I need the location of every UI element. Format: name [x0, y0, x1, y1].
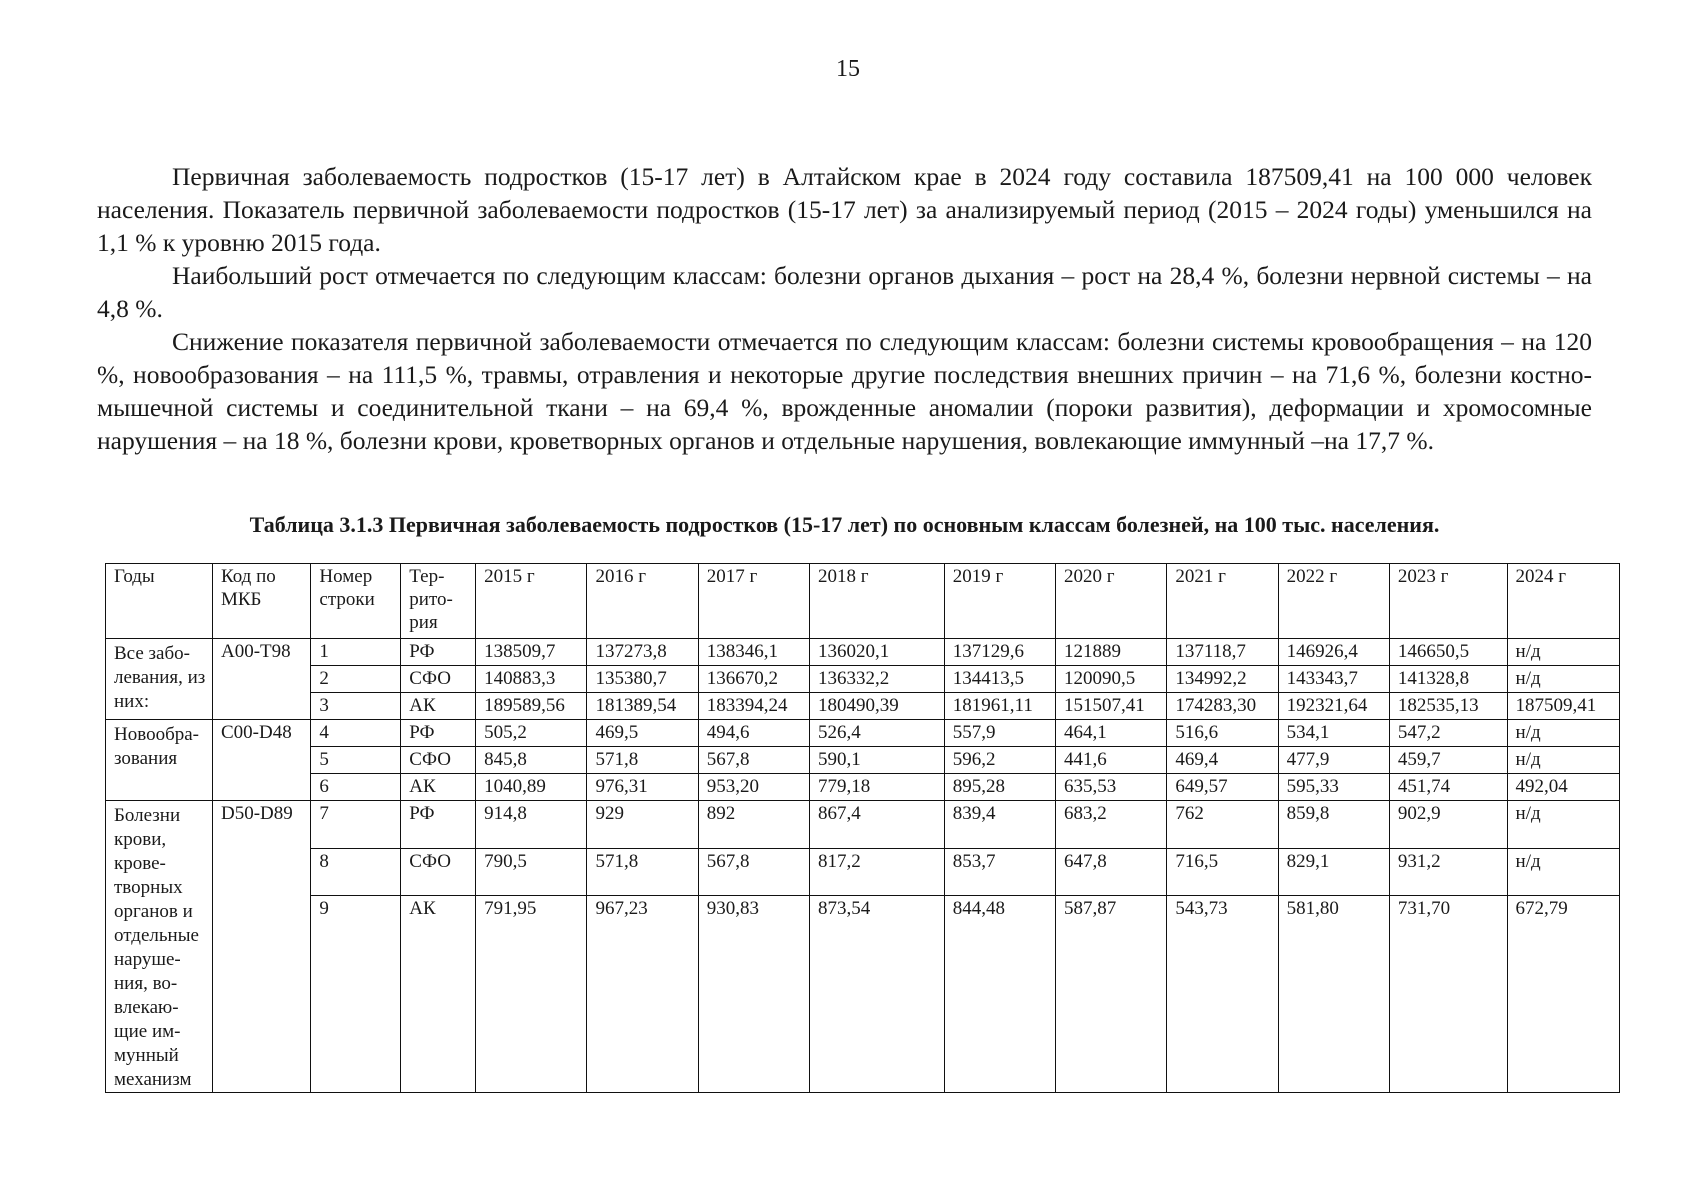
icd-code-cell: С00-D48: [212, 720, 310, 801]
column-header: 2015 г: [476, 564, 587, 639]
value-cell: 683,2: [1056, 801, 1167, 849]
value-cell: 817,2: [809, 848, 944, 896]
column-header: 2019 г: [944, 564, 1055, 639]
table-row: [106, 693, 1620, 720]
column-header: 2022 г: [1278, 564, 1389, 639]
table-row: [106, 774, 1620, 801]
value-cell: 492,04: [1507, 774, 1619, 801]
value-cell: 146650,5: [1389, 639, 1507, 666]
value-cell: 459,7: [1389, 747, 1507, 774]
value-cell: 534,1: [1278, 720, 1389, 747]
table-body: [106, 639, 1620, 1093]
territory-cell: СФО: [401, 747, 476, 774]
value-cell: 140883,3: [476, 666, 587, 693]
column-header: Тер- рито- рия: [401, 564, 476, 639]
value-cell: 146926,4: [1278, 639, 1389, 666]
value-cell: 121889: [1056, 639, 1167, 666]
column-header: 2023 г: [1389, 564, 1507, 639]
disease-class-cell: Новообра- зования: [106, 720, 213, 801]
value-cell: 181389,54: [587, 693, 698, 720]
value-cell: н/д: [1507, 639, 1619, 666]
value-cell: 829,1: [1278, 848, 1389, 896]
value-cell: 581,80: [1278, 896, 1389, 1093]
value-cell: 180490,39: [809, 693, 944, 720]
value-cell: 595,33: [1278, 774, 1389, 801]
value-cell: 134413,5: [944, 666, 1055, 693]
value-cell: 136670,2: [698, 666, 809, 693]
value-cell: 494,6: [698, 720, 809, 747]
row-number-cell: 8: [311, 848, 401, 896]
row-number-cell: 5: [311, 747, 401, 774]
row-number-cell: 9: [311, 896, 401, 1093]
disease-class-cell: Болезни крови, крове- творных органов и отдельные наруше- ния, во- влекаю- щие им- мунный механизм: [106, 801, 213, 1093]
morbidity-table: [105, 563, 1620, 1093]
value-cell: 892: [698, 801, 809, 849]
row-number-cell: 1: [311, 639, 401, 666]
table-row: [106, 896, 1620, 1093]
territory-cell: СФО: [401, 666, 476, 693]
value-cell: 587,87: [1056, 896, 1167, 1093]
value-cell: 557,9: [944, 720, 1055, 747]
icd-code-cell: D50-D89: [212, 801, 310, 1093]
value-cell: 192321,64: [1278, 693, 1389, 720]
value-cell: 181961,11: [944, 693, 1055, 720]
value-cell: 931,2: [1389, 848, 1507, 896]
row-number-cell: 4: [311, 720, 401, 747]
value-cell: 477,9: [1278, 747, 1389, 774]
table-row: [106, 801, 1620, 849]
value-cell: 505,2: [476, 720, 587, 747]
page-number: 15: [836, 56, 860, 82]
territory-cell: СФО: [401, 848, 476, 896]
value-cell: н/д: [1507, 666, 1619, 693]
value-cell: 762: [1167, 801, 1278, 849]
value-cell: 672,79: [1507, 896, 1619, 1093]
value-cell: 547,2: [1389, 720, 1507, 747]
value-cell: 716,5: [1167, 848, 1278, 896]
row-number-cell: 3: [311, 693, 401, 720]
value-cell: 779,18: [809, 774, 944, 801]
value-cell: 929: [587, 801, 698, 849]
value-cell: 189589,56: [476, 693, 587, 720]
value-cell: 543,73: [1167, 896, 1278, 1093]
value-cell: 845,8: [476, 747, 587, 774]
value-cell: 596,2: [944, 747, 1055, 774]
value-cell: 567,8: [698, 747, 809, 774]
table-row: [106, 666, 1620, 693]
column-header: 2021 г: [1167, 564, 1278, 639]
value-cell: 134992,2: [1167, 666, 1278, 693]
value-cell: 895,28: [944, 774, 1055, 801]
territory-cell: РФ: [401, 639, 476, 666]
table-row: [106, 720, 1620, 747]
paragraph: Снижение показателя первичной заболеваемости отмечается по следующим классам: болезни системы кровообращения – на 120 %, новообразования – на 111,5 %, травмы, отравления и некоторые другие последствия внешних причин – на 71,6 %, болезни костно-мышечной системы и соединительной ткани – на 69,4 %, врожденные аномалии (пороки развития), деформации и хромосомные нарушения – на 18 %, болезни крови, кроветворных органов и отдельные нарушения, вовлекающие иммунный –на 17,7 %.: [97, 327, 1592, 455]
territory-cell: АК: [401, 774, 476, 801]
territory-cell: АК: [401, 693, 476, 720]
value-cell: 867,4: [809, 801, 944, 849]
value-cell: 571,8: [587, 848, 698, 896]
icd-code-cell: А00-Т98: [212, 639, 310, 720]
value-cell: н/д: [1507, 848, 1619, 896]
row-number-cell: 6: [311, 774, 401, 801]
paragraph: Наибольший рост отмечается по следующим классам: болезни органов дыхания – рост на 28,4 %, болезни нервной системы – на 4,8 %.: [97, 261, 1592, 323]
value-cell: 143343,7: [1278, 666, 1389, 693]
table-caption: Таблица 3.1.3 Первичная заболеваемость подростков (15-17 лет) по основным классам болезней, на 100 тыс. населения.: [249, 512, 1440, 537]
value-cell: 174283,30: [1167, 693, 1278, 720]
value-cell: 137118,7: [1167, 639, 1278, 666]
value-cell: 137273,8: [587, 639, 698, 666]
territory-cell: РФ: [401, 801, 476, 849]
body-text: [97, 160, 1592, 457]
column-header: Номер строки: [311, 564, 401, 639]
value-cell: 976,31: [587, 774, 698, 801]
value-cell: 953,20: [698, 774, 809, 801]
header-row: [106, 564, 1620, 639]
value-cell: 791,95: [476, 896, 587, 1093]
value-cell: 526,4: [809, 720, 944, 747]
value-cell: 590,1: [809, 747, 944, 774]
value-cell: 902,9: [1389, 801, 1507, 849]
value-cell: 930,83: [698, 896, 809, 1093]
value-cell: 151507,41: [1056, 693, 1167, 720]
value-cell: 914,8: [476, 801, 587, 849]
disease-class-cell: Все забо- левания, из них:: [106, 639, 213, 720]
value-cell: 464,1: [1056, 720, 1167, 747]
value-cell: 649,57: [1167, 774, 1278, 801]
value-cell: 120090,5: [1056, 666, 1167, 693]
column-header: 2016 г: [587, 564, 698, 639]
value-cell: 135380,7: [587, 666, 698, 693]
value-cell: 839,4: [944, 801, 1055, 849]
value-cell: н/д: [1507, 747, 1619, 774]
column-header: Годы: [106, 564, 213, 639]
value-cell: 516,6: [1167, 720, 1278, 747]
value-cell: 441,6: [1056, 747, 1167, 774]
value-cell: 635,53: [1056, 774, 1167, 801]
value-cell: н/д: [1507, 720, 1619, 747]
value-cell: 469,5: [587, 720, 698, 747]
value-cell: 451,74: [1389, 774, 1507, 801]
table-row: [106, 747, 1620, 774]
value-cell: 141328,8: [1389, 666, 1507, 693]
value-cell: 790,5: [476, 848, 587, 896]
row-number-cell: 7: [311, 801, 401, 849]
value-cell: 731,70: [1389, 896, 1507, 1093]
value-cell: н/д: [1507, 801, 1619, 849]
value-cell: 469,4: [1167, 747, 1278, 774]
column-header: 2018 г: [809, 564, 944, 639]
value-cell: 873,54: [809, 896, 944, 1093]
territory-cell: РФ: [401, 720, 476, 747]
value-cell: 1040,89: [476, 774, 587, 801]
table-row: [106, 848, 1620, 896]
value-cell: 647,8: [1056, 848, 1167, 896]
value-cell: 138346,1: [698, 639, 809, 666]
table-row: [106, 639, 1620, 666]
value-cell: 137129,6: [944, 639, 1055, 666]
column-header: Код по МКБ: [212, 564, 310, 639]
value-cell: 182535,13: [1389, 693, 1507, 720]
value-cell: 853,7: [944, 848, 1055, 896]
value-cell: 967,23: [587, 896, 698, 1093]
value-cell: 183394,24: [698, 693, 809, 720]
row-number-cell: 2: [311, 666, 401, 693]
value-cell: 187509,41: [1507, 693, 1619, 720]
column-header: 2020 г: [1056, 564, 1167, 639]
column-header: 2017 г: [698, 564, 809, 639]
value-cell: 567,8: [698, 848, 809, 896]
paragraph: Первичная заболеваемость подростков (15-17 лет) в Алтайском крае в 2024 году составила 187509,41 на 100 000 человек населения. Показатель первичной заболеваемости подростков (15-17 лет) за анализируемый период (2015 – 2024 годы) уменьшился на 1,1 % к уровню 2015 года.: [97, 162, 1592, 257]
value-cell: 136332,2: [809, 666, 944, 693]
value-cell: 138509,7: [476, 639, 587, 666]
value-cell: 571,8: [587, 747, 698, 774]
territory-cell: АК: [401, 896, 476, 1093]
column-header: 2024 г: [1507, 564, 1619, 639]
value-cell: 859,8: [1278, 801, 1389, 849]
value-cell: 844,48: [944, 896, 1055, 1093]
value-cell: 136020,1: [809, 639, 944, 666]
